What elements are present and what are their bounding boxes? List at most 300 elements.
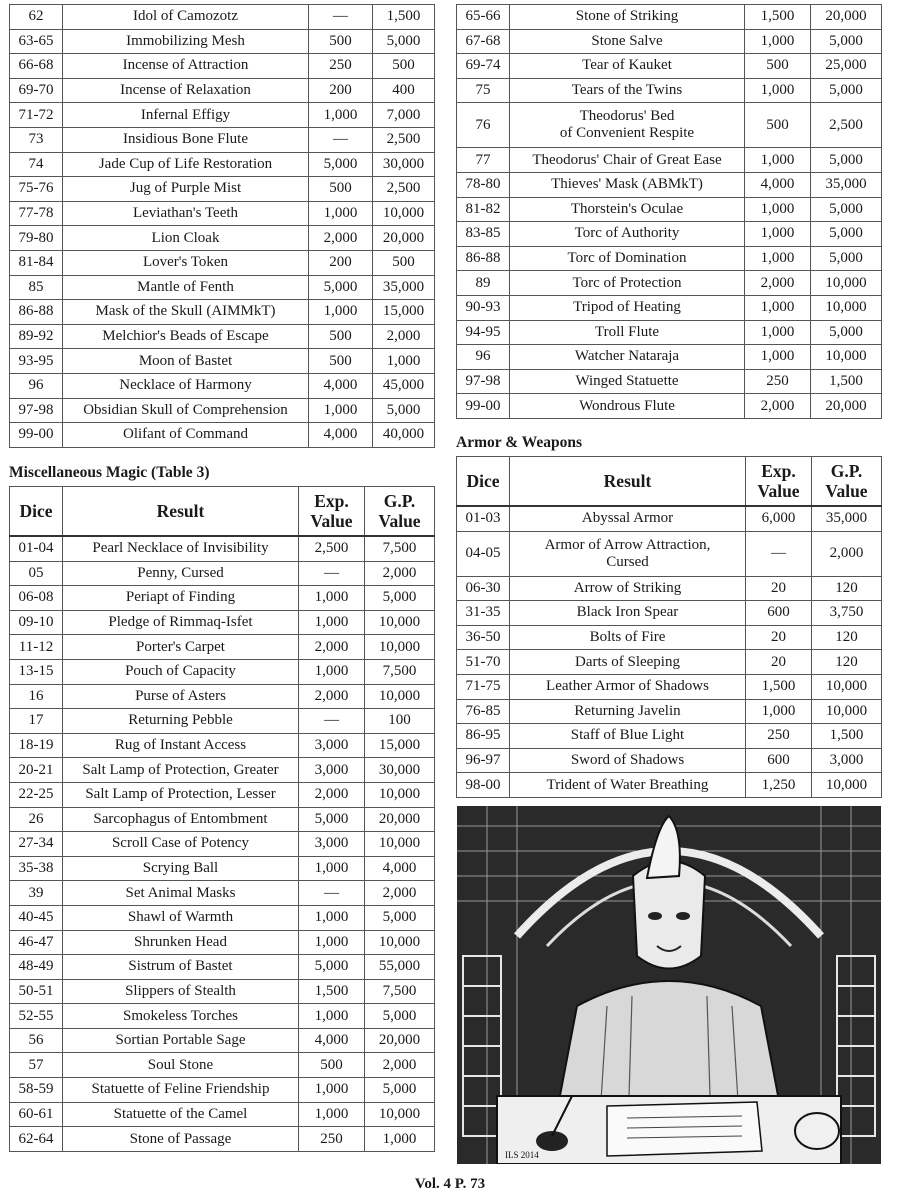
gp-value-cell: 2,000 <box>365 1053 435 1078</box>
exp-value-cell: 1,000 <box>746 699 812 724</box>
result-cell: Sword of Shadows <box>510 748 746 773</box>
dice-cell: 81-82 <box>457 197 510 222</box>
result-cell: Scroll Case of Potency <box>63 832 299 857</box>
exp-value-cell: 1,000 <box>299 930 365 955</box>
exp-value-cell: 500 <box>309 177 373 202</box>
table-row <box>10 536 435 561</box>
dice-cell: 90-93 <box>457 295 510 320</box>
table-row <box>457 29 882 54</box>
dice-cell: 81-84 <box>10 250 63 275</box>
exp-value-cell: 200 <box>309 250 373 275</box>
result-cell: Melchior's Beads of Escape <box>63 324 309 349</box>
result-cell: Jug of Purple Mist <box>63 177 309 202</box>
table-row <box>10 979 435 1004</box>
result-cell: Insidious Bone Flute <box>63 127 309 152</box>
result-cell: Thieves' Mask (ABMkT) <box>510 172 745 197</box>
exp-value-cell: 1,000 <box>309 103 373 128</box>
table-row <box>10 807 435 832</box>
dice-cell: 97-98 <box>457 369 510 394</box>
result-cell: Penny, Cursed <box>63 561 299 586</box>
gp-value-cell: 5,000 <box>373 398 435 423</box>
table-row <box>10 201 435 226</box>
misc-magic-heading: Miscellaneous Magic (Table 3) <box>9 464 210 481</box>
gp-value-cell: 30,000 <box>365 758 435 783</box>
table-row <box>10 610 435 635</box>
exp-value-cell: 1,000 <box>299 659 365 684</box>
gp-value-cell: 20,000 <box>811 394 882 419</box>
dice-cell: 66-68 <box>10 54 63 79</box>
gp-value-cell: 120 <box>812 650 882 675</box>
table-row <box>10 1004 435 1029</box>
result-cell: Returning Pebble <box>63 709 299 734</box>
result-cell: Statuette of the Camel <box>63 1102 299 1127</box>
table-row <box>457 601 882 626</box>
result-header: Result <box>510 457 746 507</box>
table-row <box>10 29 435 54</box>
table-row <box>10 733 435 758</box>
exp-value-cell: 250 <box>746 724 812 749</box>
dice-cell: 58-59 <box>10 1078 63 1103</box>
dice-cell: 78-80 <box>457 172 510 197</box>
exp-value-cell: 1,000 <box>745 78 811 103</box>
exp-value-cell: 1,000 <box>309 201 373 226</box>
gp-value-cell: 2,500 <box>373 177 435 202</box>
gp-value-cell: 2,000 <box>373 324 435 349</box>
table-row <box>10 955 435 980</box>
table-row <box>457 625 882 650</box>
exp-value-cell: 1,000 <box>745 320 811 345</box>
exp-value-cell: 1,000 <box>299 856 365 881</box>
dice-cell: 62 <box>10 5 63 30</box>
result-cell: Slippers of Stealth <box>63 979 299 1004</box>
table-row <box>10 5 435 30</box>
gp-value-cell: 20,000 <box>365 1028 435 1053</box>
dice-cell: 52-55 <box>10 1004 63 1029</box>
result-cell: Shrunken Head <box>63 930 299 955</box>
gp-value-cell: 10,000 <box>365 782 435 807</box>
result-header: Result <box>63 487 299 537</box>
dice-cell: 39 <box>10 881 63 906</box>
exp-value-cell: — <box>299 881 365 906</box>
exp-value-cell: — <box>299 561 365 586</box>
gp-value-cell: 10,000 <box>365 684 435 709</box>
gp-value-cell: 10,000 <box>365 610 435 635</box>
result-cell: Salt Lamp of Protection, Greater <box>63 758 299 783</box>
exp-value-cell: 3,000 <box>299 733 365 758</box>
dice-cell: 40-45 <box>10 905 63 930</box>
gp-value-cell: 10,000 <box>811 295 882 320</box>
result-cell: Shawl of Warmth <box>63 905 299 930</box>
dice-cell: 13-15 <box>10 659 63 684</box>
dice-cell: 86-88 <box>10 300 63 325</box>
gp-value-cell: 2,500 <box>811 103 882 148</box>
dice-cell: 06-08 <box>10 586 63 611</box>
dice-cell: 51-70 <box>457 650 510 675</box>
table-row <box>10 1053 435 1078</box>
result-cell: Infernal Effigy <box>63 103 309 128</box>
result-cell: Stone Salve <box>510 29 745 54</box>
dice-cell: 89 <box>457 271 510 296</box>
table-row <box>10 250 435 275</box>
dice-cell: 27-34 <box>10 832 63 857</box>
gp-value-cell: 10,000 <box>365 635 435 660</box>
exp-value-cell: 2,000 <box>309 226 373 251</box>
dice-cell: 85 <box>10 275 63 300</box>
exp-value-cell: 1,000 <box>745 222 811 247</box>
dice-cell: 76 <box>457 103 510 148</box>
gp-value-cell: 5,000 <box>811 222 882 247</box>
exp-value-cell: 3,000 <box>299 832 365 857</box>
exp-value-cell: 2,000 <box>745 271 811 296</box>
dice-cell: 79-80 <box>10 226 63 251</box>
dice-cell: 69-70 <box>10 78 63 103</box>
exp-value-cell: 1,000 <box>309 398 373 423</box>
gp-value-cell: 2,000 <box>365 881 435 906</box>
dice-cell: 63-65 <box>10 29 63 54</box>
table-row <box>10 226 435 251</box>
gp-value-cell: 5,000 <box>811 246 882 271</box>
exp-value-cell: 600 <box>746 748 812 773</box>
result-cell: Purse of Asters <box>63 684 299 709</box>
table-row <box>457 369 882 394</box>
exp-value-cell: 2,000 <box>299 782 365 807</box>
table-row <box>10 1078 435 1103</box>
exp-value-cell: 1,000 <box>299 905 365 930</box>
dice-cell: 46-47 <box>10 930 63 955</box>
table-row <box>457 724 882 749</box>
table-row <box>10 398 435 423</box>
dice-cell: 26 <box>10 807 63 832</box>
exp-value-cell: 20 <box>746 625 812 650</box>
dice-cell: 71-72 <box>10 103 63 128</box>
table-row <box>457 197 882 222</box>
exp-value-cell: 600 <box>746 601 812 626</box>
exp-value-cell: 500 <box>745 103 811 148</box>
dice-cell: 18-19 <box>10 733 63 758</box>
dice-cell: 60-61 <box>10 1102 63 1127</box>
illustration-signature: ILS 2014 <box>505 1150 539 1160</box>
result-cell: Torc of Protection <box>510 271 745 296</box>
exp-value-cell: — <box>309 5 373 30</box>
gp-value-cell: 15,000 <box>373 300 435 325</box>
table-row <box>10 684 435 709</box>
exp-value-cell: 2,000 <box>299 684 365 709</box>
table-row <box>457 103 882 148</box>
gp-value-cell: 5,000 <box>365 586 435 611</box>
table-row <box>10 930 435 955</box>
result-cell: Stone of Passage <box>63 1127 299 1152</box>
table-row <box>10 832 435 857</box>
table-row <box>10 659 435 684</box>
exp-value-cell: 1,500 <box>746 674 812 699</box>
gp-value-cell: 2,500 <box>373 127 435 152</box>
result-cell: Torc of Authority <box>510 222 745 247</box>
dice-cell: 04-05 <box>457 531 510 576</box>
table-row <box>457 148 882 173</box>
dice-cell: 96 <box>457 345 510 370</box>
dice-cell: 75-76 <box>10 177 63 202</box>
armor-weapons-heading: Armor & Weapons <box>456 434 583 451</box>
result-cell: Smokeless Torches <box>63 1004 299 1029</box>
dice-cell: 31-35 <box>457 601 510 626</box>
result-cell: Pearl Necklace of Invisibility <box>63 536 299 561</box>
dice-cell: 35-38 <box>10 856 63 881</box>
exp-value-cell: 5,000 <box>309 152 373 177</box>
seated-sage-illustration <box>457 806 881 1164</box>
dice-cell: 65-66 <box>457 5 510 30</box>
table-row <box>10 177 435 202</box>
dice-cell: 77 <box>457 148 510 173</box>
result-cell: Bolts of Fire <box>510 625 746 650</box>
exp-value-cell: — <box>299 709 365 734</box>
page-footer: Vol. 4 P. 73 <box>414 1176 486 1192</box>
table-row <box>457 222 882 247</box>
gp-value-cell: 400 <box>373 78 435 103</box>
dice-header: Dice <box>10 487 63 537</box>
table-misc-magic <box>9 486 435 1152</box>
table-row <box>10 881 435 906</box>
result-cell: Sistrum of Bastet <box>63 955 299 980</box>
result-cell: Abyssal Armor <box>510 506 746 531</box>
gp-value-cell: 5,000 <box>811 29 882 54</box>
gp-value-cell: 35,000 <box>811 172 882 197</box>
exp-value-cell: 5,000 <box>309 275 373 300</box>
result-cell: Troll Flute <box>510 320 745 345</box>
gp-value-cell: 5,000 <box>373 29 435 54</box>
dice-cell: 94-95 <box>457 320 510 345</box>
exp-value-cell: 2,000 <box>299 635 365 660</box>
exp-value-cell: 1,000 <box>299 1004 365 1029</box>
exp-value-cell: 1,250 <box>746 773 812 798</box>
gp-value-header: G.P. Value <box>812 457 882 507</box>
gp-value-cell: 5,000 <box>365 905 435 930</box>
table-row <box>10 905 435 930</box>
exp-value-cell: 500 <box>309 349 373 374</box>
exp-value-cell: 1,000 <box>299 586 365 611</box>
dice-cell: 11-12 <box>10 635 63 660</box>
dice-cell: 74 <box>10 152 63 177</box>
dice-cell: 22-25 <box>10 782 63 807</box>
dice-cell: 20-21 <box>10 758 63 783</box>
dice-cell: 73 <box>10 127 63 152</box>
dice-cell: 76-85 <box>457 699 510 724</box>
dice-cell: 96-97 <box>457 748 510 773</box>
result-cell: Sarcophagus of Entombment <box>63 807 299 832</box>
result-cell: Armor of Arrow Attraction, Cursed <box>510 531 746 576</box>
result-cell: Moon of Bastet <box>63 349 309 374</box>
result-cell: Jade Cup of Life Restoration <box>63 152 309 177</box>
result-cell: Returning Javelin <box>510 699 746 724</box>
dice-cell: 01-04 <box>10 536 63 561</box>
table-row <box>457 295 882 320</box>
exp-value-cell: 2,000 <box>745 394 811 419</box>
dice-cell: 67-68 <box>457 29 510 54</box>
table-top-right <box>456 4 882 419</box>
exp-value-cell: 20 <box>746 650 812 675</box>
table-row <box>10 423 435 448</box>
table-row <box>10 275 435 300</box>
exp-value-cell: — <box>746 531 812 576</box>
gp-value-cell: 20,000 <box>373 226 435 251</box>
table-row <box>10 78 435 103</box>
exp-value-cell: 3,000 <box>299 758 365 783</box>
result-cell: Arrow of Striking <box>510 576 746 601</box>
table-row <box>10 709 435 734</box>
dice-cell: 50-51 <box>10 979 63 1004</box>
gp-value-cell: 10,000 <box>365 1102 435 1127</box>
gp-value-cell: 1,000 <box>365 1127 435 1152</box>
gp-value-cell: 10,000 <box>365 832 435 857</box>
table-row <box>10 127 435 152</box>
dice-cell: 71-75 <box>457 674 510 699</box>
gp-value-cell: 7,500 <box>365 536 435 561</box>
gp-value-cell: 5,000 <box>811 148 882 173</box>
dice-cell: 99-00 <box>457 394 510 419</box>
exp-value-cell: 5,000 <box>299 955 365 980</box>
gp-value-cell: 55,000 <box>365 955 435 980</box>
result-cell: Wondrous Flute <box>510 394 745 419</box>
gp-value-cell: 10,000 <box>373 201 435 226</box>
gp-value-cell: 5,000 <box>811 197 882 222</box>
exp-value-cell: — <box>309 127 373 152</box>
gp-value-cell: 500 <box>373 54 435 79</box>
exp-value-cell: 1,500 <box>299 979 365 1004</box>
gp-value-cell: 10,000 <box>811 345 882 370</box>
table-row <box>10 373 435 398</box>
gp-value-cell: 10,000 <box>811 271 882 296</box>
gp-value-cell: 20,000 <box>811 5 882 30</box>
dice-cell: 86-95 <box>457 724 510 749</box>
result-cell: Pledge of Rimmaq-Isfet <box>63 610 299 635</box>
table-row <box>10 1102 435 1127</box>
table-armor-weapons <box>456 456 882 798</box>
exp-value-cell: 500 <box>309 324 373 349</box>
gp-value-cell: 5,000 <box>811 78 882 103</box>
dice-cell: 86-88 <box>457 246 510 271</box>
gp-value-cell: 7,000 <box>373 103 435 128</box>
gp-value-cell: 5,000 <box>365 1004 435 1029</box>
table-row <box>10 324 435 349</box>
result-cell: Pouch of Capacity <box>63 659 299 684</box>
gp-value-cell: 25,000 <box>811 54 882 79</box>
result-cell: Periapt of Finding <box>63 586 299 611</box>
table-row <box>457 650 882 675</box>
result-cell: Salt Lamp of Protection, Lesser <box>63 782 299 807</box>
result-cell: Tripod of Heating <box>510 295 745 320</box>
exp-value-cell: 1,000 <box>309 300 373 325</box>
gp-value-cell: 10,000 <box>812 699 882 724</box>
exp-value-cell: 1,000 <box>745 345 811 370</box>
result-cell: Tear of Kauket <box>510 54 745 79</box>
result-cell: Mantle of Fenth <box>63 275 309 300</box>
result-cell: Stone of Striking <box>510 5 745 30</box>
table-row <box>10 586 435 611</box>
table-row <box>10 300 435 325</box>
result-cell: Olifant of Command <box>63 423 309 448</box>
result-cell: Black Iron Spear <box>510 601 746 626</box>
exp-value-cell: 500 <box>299 1053 365 1078</box>
table-row <box>457 345 882 370</box>
dice-cell: 98-00 <box>457 773 510 798</box>
dice-cell: 99-00 <box>10 423 63 448</box>
exp-value-cell: 5,000 <box>299 807 365 832</box>
table-row <box>457 271 882 296</box>
result-cell: Idol of Camozotz <box>63 5 309 30</box>
table-row <box>457 246 882 271</box>
result-cell: Obsidian Skull of Comprehension <box>63 398 309 423</box>
dice-cell: 77-78 <box>10 201 63 226</box>
exp-value-cell: 6,000 <box>746 506 812 531</box>
dice-cell: 06-30 <box>457 576 510 601</box>
gp-value-cell: 120 <box>812 625 882 650</box>
result-cell: Soul Stone <box>63 1053 299 1078</box>
table-row <box>10 782 435 807</box>
gp-value-cell: 30,000 <box>373 152 435 177</box>
exp-value-cell: 4,000 <box>299 1028 365 1053</box>
gp-value-cell: 7,500 <box>365 979 435 1004</box>
gp-value-header: G.P. Value <box>365 487 435 537</box>
exp-value-cell: 4,000 <box>309 423 373 448</box>
exp-value-cell: 500 <box>309 29 373 54</box>
exp-value-cell: 4,000 <box>745 172 811 197</box>
exp-value-cell: 1,000 <box>745 246 811 271</box>
exp-value-header: Exp. Value <box>746 457 812 507</box>
result-cell: Sortian Portable Sage <box>63 1028 299 1053</box>
result-cell: Trident of Water Breathing <box>510 773 746 798</box>
dice-cell: 83-85 <box>457 222 510 247</box>
exp-value-cell: 1,000 <box>299 610 365 635</box>
gp-value-cell: 20,000 <box>365 807 435 832</box>
result-cell: Incense of Attraction <box>63 54 309 79</box>
table-row <box>10 103 435 128</box>
dice-cell: 16 <box>10 684 63 709</box>
gp-value-cell: 40,000 <box>373 423 435 448</box>
table-row <box>457 54 882 79</box>
gp-value-cell: 1,000 <box>373 349 435 374</box>
table-row <box>10 54 435 79</box>
exp-value-cell: 1,000 <box>299 1102 365 1127</box>
result-cell: Incense of Relaxation <box>63 78 309 103</box>
gp-value-cell: 35,000 <box>812 506 882 531</box>
gp-value-cell: 1,500 <box>373 5 435 30</box>
exp-value-cell: 1,000 <box>745 295 811 320</box>
gp-value-cell: 100 <box>365 709 435 734</box>
result-cell: Leviathan's Teeth <box>63 201 309 226</box>
result-cell: Scrying Ball <box>63 856 299 881</box>
gp-value-cell: 7,500 <box>365 659 435 684</box>
gp-value-cell: 1,500 <box>812 724 882 749</box>
exp-value-cell: 20 <box>746 576 812 601</box>
result-cell: Lover's Token <box>63 250 309 275</box>
dice-cell: 75 <box>457 78 510 103</box>
gp-value-cell: 3,750 <box>812 601 882 626</box>
table-row <box>457 5 882 30</box>
table-row <box>457 506 882 531</box>
dice-cell: 01-03 <box>457 506 510 531</box>
table-row <box>457 576 882 601</box>
dice-cell: 05 <box>10 561 63 586</box>
gp-value-cell: 15,000 <box>365 733 435 758</box>
gp-value-cell: 2,000 <box>365 561 435 586</box>
exp-value-cell: 200 <box>309 78 373 103</box>
result-cell: Theodorus' Chair of Great Ease <box>510 148 745 173</box>
gp-value-cell: 5,000 <box>811 320 882 345</box>
gp-value-cell: 120 <box>812 576 882 601</box>
table-top-left <box>9 4 435 448</box>
exp-value-cell: 1,000 <box>745 29 811 54</box>
table-row <box>10 349 435 374</box>
result-cell: Mask of the Skull (AIMMkT) <box>63 300 309 325</box>
